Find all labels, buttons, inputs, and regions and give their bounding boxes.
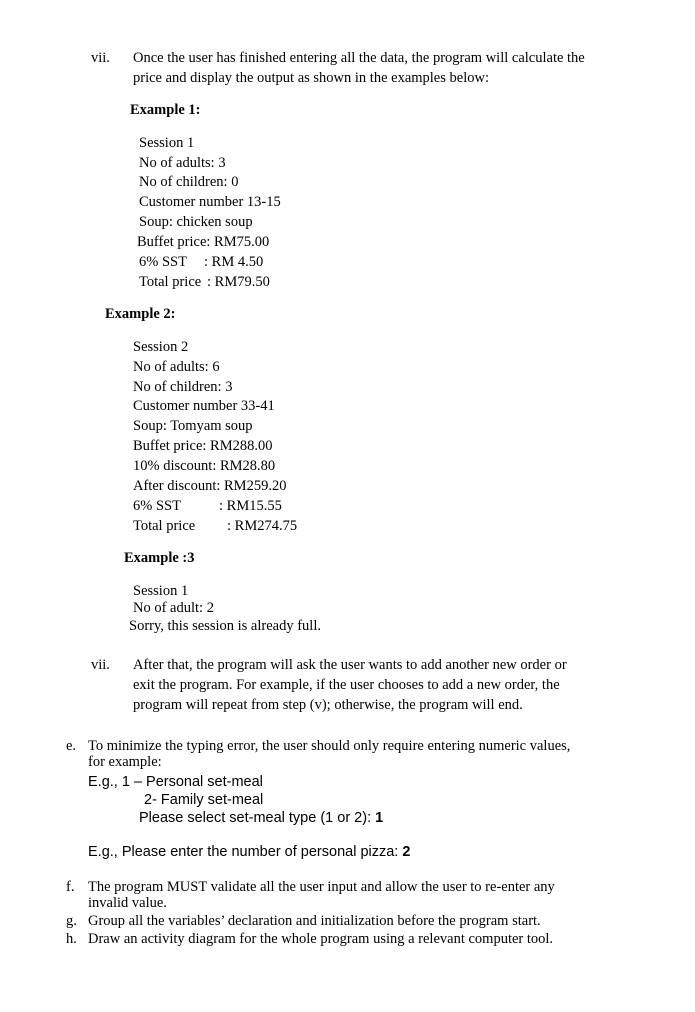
output-line: Sorry, this session is already full.: [129, 618, 321, 634]
example-menu-line: E.g., 1 – Personal set-meal: [88, 774, 263, 790]
output-line: Session 1: [133, 583, 189, 599]
sst-value: : RM 4.50: [204, 254, 264, 270]
prompt-text: Please select set-meal type (1 or 2):: [139, 810, 376, 826]
example-prompt: [88, 843, 410, 861]
step-text-line: exit the program. For example, if the user chooses to add a new order, the: [133, 677, 560, 693]
list-marker: g.: [66, 913, 77, 929]
output-line: After discount: RM259.20: [133, 478, 287, 494]
list-marker: h.: [66, 931, 77, 947]
step-text-line: price and display the output as shown in the examples below:: [133, 70, 489, 86]
step-marker: vii.: [91, 657, 110, 673]
output-line: No of adults: 6: [133, 359, 220, 375]
prompt-user-input: 1: [375, 810, 384, 826]
list-marker: f.: [66, 879, 75, 895]
output-line: Soup: chicken soup: [139, 214, 253, 230]
output-line: Buffet price: RM75.00: [137, 234, 270, 250]
output-line: Session 1: [139, 135, 195, 151]
example-heading: Example :3: [124, 550, 195, 566]
output-line: No of children: 0: [139, 174, 239, 190]
sst-label: 6% SST: [139, 254, 187, 270]
list-text-line: The program MUST validate all the user input and allow the user to re-enter any: [88, 879, 555, 895]
example-heading: Example 2:: [105, 306, 176, 322]
example-prompt: [139, 809, 383, 827]
output-line: Customer number 13-15: [139, 194, 281, 210]
example-heading: Example 1:: [130, 102, 201, 118]
list-text-line: invalid value.: [88, 895, 167, 911]
step-text-line: After that, the program will ask the user wants to add another new order or: [133, 657, 567, 673]
output-line: No of adult: 2: [133, 600, 214, 616]
output-line: Session 2: [133, 339, 189, 355]
total-value: : RM79.50: [207, 274, 270, 290]
step-text-line: Once the user has finished entering all the data, the program will calculate the: [133, 50, 585, 66]
output-line: No of children: 3: [133, 379, 233, 395]
sst-value: : RM15.55: [219, 498, 282, 514]
step-text-line: program will repeat from step (v); otherwise, the program will end.: [133, 697, 523, 713]
output-line: Buffet price: RM288.00: [133, 438, 273, 454]
output-line: Customer number 33-41: [133, 398, 275, 414]
list-text-line: To minimize the typing error, the user should only require entering numeric values,: [88, 738, 571, 754]
sst-label: 6% SST: [133, 498, 181, 514]
list-text-line: Draw an activity diagram for the whole program using a relevant computer tool.: [88, 931, 554, 947]
list-text-line: for example:: [88, 754, 162, 770]
total-value: : RM274.75: [227, 518, 298, 534]
output-line: 10% discount: RM28.80: [133, 458, 276, 474]
output-line: No of adults: 3: [139, 155, 226, 171]
prompt-user-input: 2: [402, 844, 411, 860]
prompt-text: E.g., Please enter the number of personal pizza:: [88, 844, 403, 860]
list-text-line: Group all the variables’ declaration and initialization before the program start.: [88, 913, 541, 929]
example-menu-line: 2- Family set-meal: [144, 792, 264, 808]
total-label: Total price: [133, 518, 196, 534]
output-line: Soup: Tomyam soup: [133, 418, 253, 434]
step-marker: vii.: [91, 50, 110, 66]
total-label: Total price: [139, 274, 202, 290]
list-marker: e.: [66, 738, 77, 754]
